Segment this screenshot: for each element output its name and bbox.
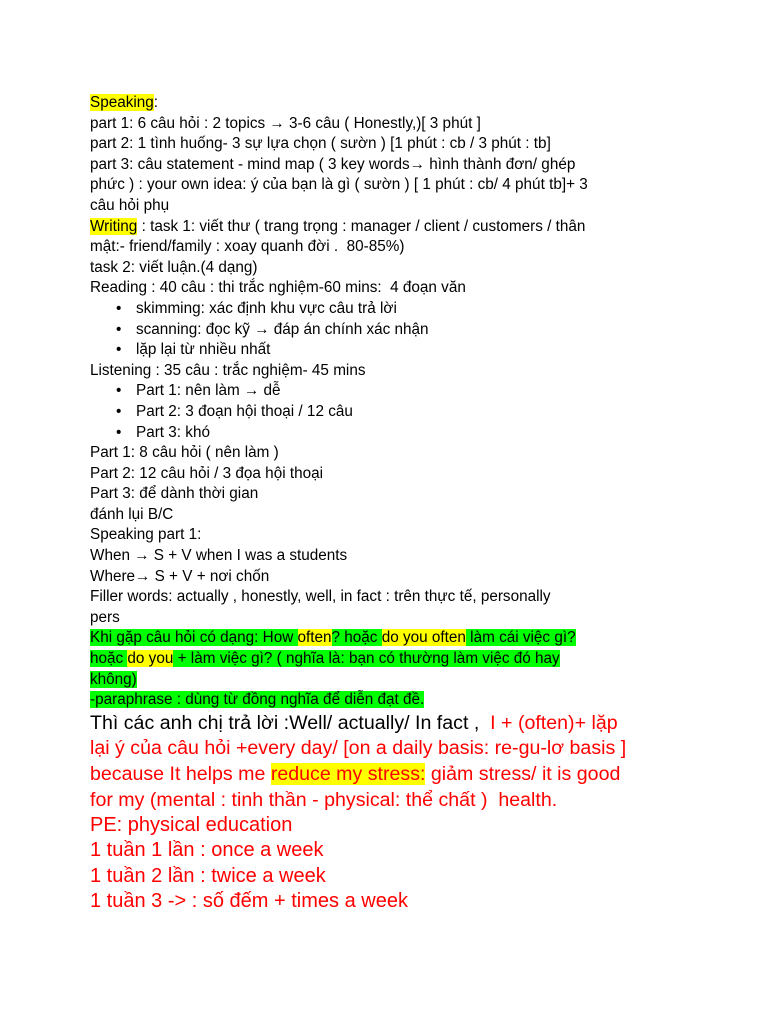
answer-intro: Thì các anh chị trả lời :Well/ actually/ In fact ,: [90, 711, 491, 734]
highlight-text: làm cái việc gì?: [465, 629, 576, 647]
highlight-text: ? hoặc: [331, 629, 382, 647]
yellow-highlight-do-you-often: do you often: [381, 629, 466, 647]
filler-words-line: Filler words: actually , honestly, well, in fact : trên thực tế, personally: [90, 588, 551, 606]
list-item: • Part 2: 3 đoạn hội thoại / 12 câu: [90, 402, 730, 423]
green-line-1: [90, 628, 730, 649]
speaking-heading: Speaking: [90, 94, 154, 111]
green-highlight-block: [90, 628, 730, 710]
speaking-part-3-line-3: câu hỏi phụ: [90, 196, 170, 214]
highlight-text: hoặc: [90, 650, 128, 668]
highlight-text: + làm việc gì? ( nghĩa là: bạn có thường làm việc đó hay: [173, 650, 560, 668]
list-item: • scanning: đọc kỹ → đáp án chính xác nhận: [90, 320, 730, 341]
speaking-part-2: part 2: 1 tình huống- 3 sự lựa chọn ( sườn ) [1 phút : cb / 3 phút : tb]: [90, 135, 551, 153]
list-item: • lặp lại từ nhiều nhất: [90, 340, 730, 361]
once-a-week-line: 1 tuần 1 lần : once a week: [90, 839, 324, 862]
writing-heading: Writing: [90, 217, 138, 235]
green-line-4: [90, 690, 730, 711]
speaking-part-1-heading: Speaking part 1:: [90, 526, 202, 544]
list-item: • skimming: xác định khu vực câu trả lời: [90, 299, 730, 320]
speaking-part-1: part 1: 6 câu hỏi : 2 topics → 3-6 câu ( Honestly,)[ 3 phút ]: [90, 114, 481, 132]
yellow-highlight-do-you: do you: [127, 650, 174, 668]
listening-part-2: Part 2: 12 câu hỏi / 3 đọa hội thoại: [90, 464, 324, 482]
green-line-3: [90, 670, 730, 691]
listening-part-3: Part 3: để dành thời gian: [90, 485, 259, 503]
reading-line: Reading : 40 câu : thi trắc nghiệm-60 mins: 4 đoạn văn: [90, 279, 466, 297]
guess-note: đánh lụi B/C: [90, 505, 174, 523]
when-line: When → S + V when I was a students: [90, 547, 348, 565]
answer-text: because It helps me: [90, 763, 271, 785]
reading-bullet-list: [90, 299, 730, 361]
yellow-highlight-often: often: [297, 629, 332, 647]
listening-bullet-list: [90, 381, 730, 443]
where-line: Where→ S + V + nơi chốn: [90, 567, 270, 585]
writing-task-1: : task 1: viết thư ( trang trọng : manager / client / customers / thân: [137, 217, 586, 235]
answer-text: giảm stress/ it is good: [425, 763, 621, 785]
speaking-heading-line: [90, 93, 730, 114]
answer-line-3: [90, 762, 730, 788]
list-item: • Part 1: nên làm → dễ: [90, 381, 730, 402]
pe-line: PE: physical education: [90, 814, 293, 837]
writing-line-1: [90, 217, 730, 238]
answer-line-1: [90, 711, 730, 737]
document-page: [90, 93, 730, 914]
twice-a-week-line: 1 tuần 2 lần : twice a week: [90, 864, 326, 887]
speaking-part-3-line-2: phức ) : your own idea: ý của bạn là gì ( sườn ) [ 1 phút : cb/ 4 phút tb]+ 3: [90, 176, 588, 194]
writing-task-2: task 2: viết luận.(4 dạng): [90, 258, 258, 276]
writing-line-2: mật:- friend/family : xoay quanh đời . 80-85%): [90, 238, 405, 256]
pers-line: pers: [90, 608, 120, 626]
list-item: • Part 3: khó: [90, 423, 730, 444]
highlight-text: không): [90, 670, 137, 688]
answer-line-4: for my (mental : tinh thần - physical: thể chất ) health.: [90, 788, 558, 811]
yellow-highlight-reduce-stress: reduce my stress:: [270, 763, 426, 785]
listening-line: Listening : 35 câu : trắc nghiệm- 45 mins: [90, 361, 366, 379]
highlight-text: Khi gặp câu hỏi có dạng: How: [90, 629, 298, 647]
listening-part-1: Part 1: 8 câu hỏi ( nên làm ): [90, 444, 279, 462]
answer-line-2: lại ý của câu hỏi +every day/ [on a daily basis: re-gu-lơ basis ]: [90, 737, 627, 760]
times-a-week-line: 1 tuần 3 -> : số đếm + times a week: [90, 889, 408, 912]
colon: :: [153, 94, 159, 111]
highlight-text: -paraphrase : dùng từ đồng nghĩa để diễn đạt đề.: [90, 691, 425, 709]
speaking-part-3-line-1: part 3: câu statement - mind map ( 3 key words→ hình thành đơn/ ghép: [90, 155, 576, 173]
answer-formula: I + (often)+ lặp: [490, 711, 618, 734]
green-line-2: [90, 649, 730, 670]
